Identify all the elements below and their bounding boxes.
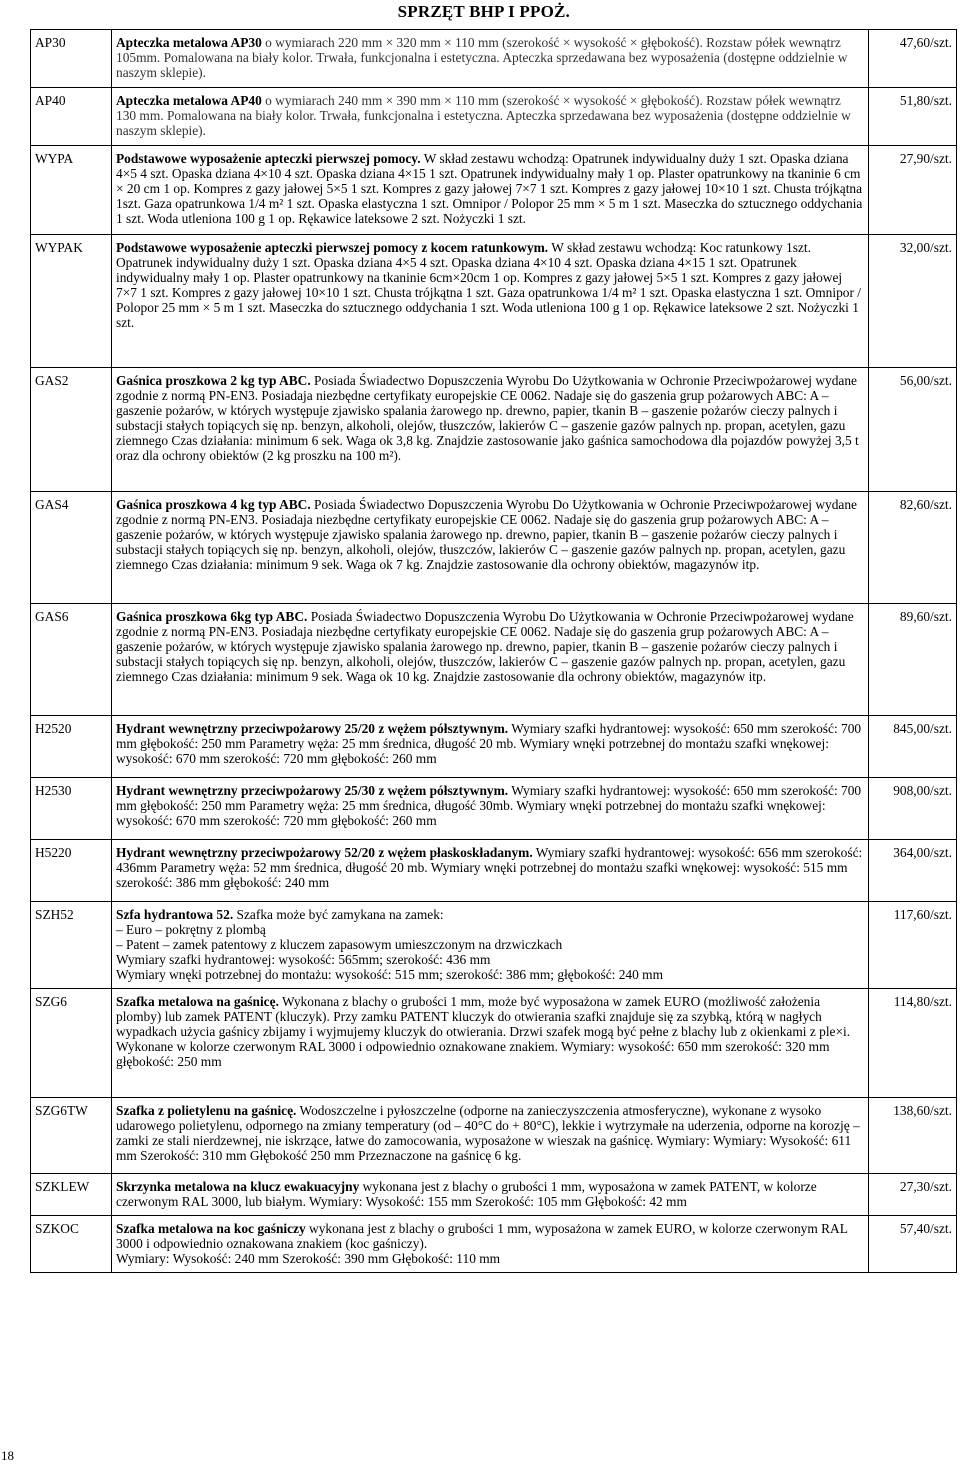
product-row [31,778,957,840]
product-table-body [31,30,957,1273]
page-title: SPRZĘT BHP I PPOŻ. [397,2,570,21]
product-code: SZKOC [31,1216,112,1273]
product-code: H2520 [31,716,112,778]
product-row [31,235,957,368]
product-price: 845,00/szt. [869,716,957,778]
product-price: 56,00/szt. [869,368,957,492]
product-row [31,989,957,1098]
product-code: AP40 [31,88,112,146]
product-name: Hydrant wewnętrzny przeciwpożarowy 52/20 z wężem płaskoskładanym. [116,845,533,860]
product-description: Wykonana z blachy o grubości 1 mm, może być wyposażona w zamek EURO (możliwość założenia plomby) lub zamek PATENT (kluczyk). Przy zamku PATENT kluczyk do otwierania szafki znajduje się za szybką, którą w nagłych wypadkach użycia gaśnicy zbijamy i wyjmujemy kluczyk do otwierania. Drzwi szafek mogą być pełne z blachy lub z okienkami z ple×i. Wykonane w kolorze czerwonym RAL 3000 i odpowiednio oznakowane znakiem. Wymiary: wysokość: 650 mm szerokość: 320 mm głębokość: 250 mm [116,994,851,1069]
product-code: SZG6TW [31,1098,112,1174]
product-code: GAS2 [31,368,112,492]
product-description: Posiada Świadectwo Dopuszczenia Wyrobu Do Użytkowania w Ochronie Przeciwpożarowej wydane zgodnie z normą PN-EN3. Posiadaja niezbędne certyfikaty europejskie CE 0062. Nadaje się do gaszenia grup pożarowych ABC: A – gaszenie pożarów, w których występuje zjawisko spalania żarowego np. drewno, papier, tkanin B – gaszenie pożarów cieczy palnych i substacji stałych topiących się np. benzyn, alkoholi, olejów, tłuszczów, lakierów C – gaszenie gazów palnych np. propan, acetylen, gazu ziemnego Czas działania: minimum 6 sek. Waga ok 3,8 kg. Znajdzie zastosowanie jako gaśnica samochodowa dla pojazdów powyżej 3,5 t oraz dla ochrony obiektów (2 kg proszku na 100 m²). [116,373,859,463]
product-description: o wymiarach 240 mm × 390 mm × 110 mm (szerokość × wysokość × głębokość). Rozstaw półek wewnątrz 130 mm. Pomalowana na biały kolor. Trwała, funkcjonalna i estetyczna. Apteczka sprzedawana bez wyposażenia (dostępne oddzielnie w naszym sklepie). [116,93,851,138]
product-description: W skład zestawu wchodzą: Koc ratunkowy 1szt. Opatrunek indywidualny duży 1 szt. Opaska dziana 4×5 4 szt. Opaska dziana 4×10 4 szt. Opaska dziana 4×15 1 szt. Opatrunek indywidualny mały 1 op. Plaster opatrunkowy na tkaninie 6cm×20cm 1 op. Kompres z gazy jałowej 5×5 1 szt. Kompres z gazy jałowej 7×7 1 szt. Kompres z gazy jałowej 10×10 1 szt. Chusta trójkątna 1 szt. Gaza opatrunkowa 1/4 m² 1 szt. Opaska elastyczna 1 szt. Omnipor / Polopor 25 mm × 5 m 1 szt. Maseczka do sztucznego oddychania 1 szt. Woda utleniona 100 g 1 op. Rękawice lateksowe 2 szt. Nożyczki 1 szt. [116,240,862,330]
product-description: Wymiary szafki hydrantowej: wysokość: 650 mm szerokość: 700 mm głębokość: 250 mm Parametry węża: 25 mm średnica, długość 30mb. Wymiary wnęki potrzebnej do montażu szafki wnękowej: wysokość: 670 mm szerokość: 720 mm głębokość: 260 mm [116,783,862,828]
product-name: Hydrant wewnętrzny przeciwpożarowy 25/30 z wężem półsztywnym. [116,783,509,798]
product-code: GAS4 [31,492,112,604]
product-table [30,29,957,1273]
product-row [31,1216,957,1273]
product-row [31,902,957,989]
product-description-cell [112,88,869,146]
product-row [31,1174,957,1216]
product-price: 89,60/szt. [869,604,957,716]
product-row [31,30,957,88]
product-description-cell [112,1216,869,1273]
product-price: 908,00/szt. [869,778,957,840]
product-description-cell [112,1174,869,1216]
product-name: Gaśnica proszkowa 6kg typ ABC. [116,609,308,624]
product-row [31,368,957,492]
product-name: Podstawowe wyposażenie apteczki pierwszej pomocy. [116,151,421,166]
product-name: Skrzynka metalowa na klucz ewakuacyjny [116,1179,360,1194]
product-price: 57,40/szt. [869,1216,957,1273]
product-description: Wymiary szafki hydrantowej: wysokość: 650 mm szerokość: 700 mm głębokość: 250 mm Parametry węża: 25 mm średnica, długość 20 mb. Wymiary wnęki potrzebnej do montażu szafki wnękowej: wysokość: 670 mm szerokość: 720 mm głębokość: 260 mm [116,721,862,766]
product-code: SZH52 [31,902,112,989]
product-description: Posiada Świadectwo Dopuszczenia Wyrobu Do Użytkowania w Ochronie Przeciwpożarowej wydane zgodnie z normą PN-EN3. Posiadaja niezbędne certyfikaty europejskie CE 0062. Nadaje się do gaszenia grup pożarowych ABC: A – gaszenie pożarów, w których występuje zjawisko spalania żarowego np. drewno, papier, tkanin B – gaszenie pożarów cieczy palnych i substacji stałych topiących się np. benzyn, alkoholi, olejów, tłuszczów, lakierów C – gaszenie gazów palnych np. propan, acetylen, gazu ziemnego Czas działania: minimum 9 sek. Waga ok 7 kg. Znajdzie zastosowanie dla ochrony obiektów, magazynów itp. [116,497,858,572]
product-name: Szfa hydrantowa 52. [116,907,234,922]
product-description-cell [112,1098,869,1174]
product-row [31,146,957,235]
product-name: Hydrant wewnętrzny przeciwpożarowy 25/20 z wężem półsztywnym. [116,721,509,736]
product-price: 117,60/szt. [869,902,957,989]
product-description-cell [112,604,869,716]
product-name: Szafka z polietylenu na gaśnicę. [116,1103,297,1118]
product-code: WYPAK [31,235,112,368]
product-description: wykonana jest z blachy o grubości 1 mm, wyposażona w zamek PATENT, w kolorze czerwonym RAL 3000, lub białym. Wymiary: Wysokość: 155 mm Szerokość: 105 mm Głębokość: 42 mm [116,1179,817,1209]
product-price: 364,00/szt. [869,840,957,902]
product-description: o wymiarach 220 mm × 320 mm × 110 mm (szerokość × wysokość × głębokość). Rozstaw półek wewnątrz 105mm. Pomalowana na biały kolor. Trwała, funkcjonalna i estetyczna. Apteczka sprzedawana bez wyposażenia (dostępne oddzielnie w naszym sklepie). [116,35,848,80]
product-row [31,604,957,716]
product-description-cell [112,840,869,902]
product-code: WYPA [31,146,112,235]
product-description: Posiada Świadectwo Dopuszczenia Wyrobu Do Użytkowania w Ochronie Przeciwpożarowej wydane zgodnie z normą PN-EN3. Posiadaja niezbędne certyfikaty europejskie CE 0062. Nadaje się do gaszenia grup pożarowych ABC: A – gaszenie pożarów, w których występuje zjawisko spalania żarowego np. drewno, papier, tkanin B – gaszenie pożarów cieczy palnych i substacji stałych topiących się np. benzyn, alkoholi, olejów, tłuszczów, lakierów C – gaszenie gazów palnych np. propan, acetylen, gazu ziemnego Czas działania: minimum 9 sek. Waga ok 10 kg. Znajdzie zastosowanie dla ochrony obiektów, magazynów itp. [116,609,854,684]
product-description: Wymiary szafki hydrantowej: wysokość: 656 mm szerokość: 436mm Parametry węża: 52 mm średnica, długość 20 mb. Wymiary wnęki potrzebnej do montażu szafki wnękowej: wysokość: 515 mm szerokość: 386 mm głębokość: 240 mm [116,845,863,890]
product-name: Szafka metalowa na gaśnicę. [116,994,279,1009]
product-price: 82,60/szt. [869,492,957,604]
product-description: Szafka może być zamykana na zamek: – Euro – pokrętny z plombą – Patent – zamek patentowy z kluczem zapasowym umieszczonym na drzwiczkach Wymiary szafki hydrantowej: wysokość: 565mm; szerokość: 436 mm Wymiary wnęki potrzebnej do montażu: wysokość: 515 mm; szerokość: 386 mm; głębokość: 240 mm [116,907,664,982]
product-price: 138,60/szt. [869,1098,957,1174]
product-row [31,88,957,146]
product-row [31,716,957,778]
product-price: 47,60/szt. [869,30,957,88]
product-code: SZG6 [31,989,112,1098]
product-description-cell [112,778,869,840]
product-description-cell [112,492,869,604]
product-price: 32,00/szt. [869,235,957,368]
product-description-cell [112,902,869,989]
product-name: Apteczka metalowa AP40 [116,93,262,108]
product-code: SZKLEW [31,1174,112,1216]
product-description-cell [112,368,869,492]
product-name: Gaśnica proszkowa 4 kg typ ABC. [116,497,311,512]
product-price: 27,90/szt. [869,146,957,235]
product-row [31,1098,957,1174]
product-code: H2530 [31,778,112,840]
product-code: AP30 [31,30,112,88]
product-price: 27,30/szt. [869,1174,957,1216]
product-price: 51,80/szt. [869,88,957,146]
product-description-cell [112,30,869,88]
product-description: W skład zestawu wchodzą: Opatrunek indywidualny duży 1 szt. Opaska dziana 4×5 4 szt. Opaska dziana 4×10 4 szt. Opaska dziana 4×15 1 szt. Opatrunek indywidualny mały 1 op. Plaster opatrunkowy na tkaninie 6 cm × 20 cm 1 op. Kompres z gazy jałowej 5×5 1 szt. Kompres z gazy jałowej 7×7 1 szt. Kompres z gazy jałowej 10×10 1 szt. Chusta trójkątna 1szt. Gaza opatrunkowa 1/4 m² 1 szt. Opaska elastyczna 1 szt. Omnipor / Polopor 25 mm × 5 m 1 szt. Maseczka do sztucznego oddychania 1 szt. Woda utleniona 100 g 1 op. Rękawice lateksowe 2 szt. Nożyczki 1 szt. [116,151,863,226]
product-description-cell [112,989,869,1098]
product-row [31,840,957,902]
product-name: Podstawowe wyposażenie apteczki pierwszej pomocy z kocem ratunkowym. [116,240,549,255]
product-description-cell [112,146,869,235]
product-name: Szafka metalowa na koc gaśniczy [116,1221,306,1236]
product-row [31,492,957,604]
page-header [0,2,960,22]
product-price: 114,80/szt. [869,989,957,1098]
product-code: H5220 [31,840,112,902]
product-description: Wodoszczelne i pyłoszczelne (odporne na zanieczyszczenia atmosferyczne), wykonane z wysoko udarowego polietylenu, odpornego na zmiany temperatury (od – 40°C do + 80°C), lekkie i wytrzymałe na uderzenia, odporne na korozję – zamki ze stali nierdzewnej, nie iskrzące, łatwe do zamocowania, wyposażone w wieszak na gaśnicę. Wymiary: Wymiary: Wysokość: 611 mm Szerokość: 310 mm Głębokość 250 mm Przeznaczone na gaśnicę 6 kg. [116,1103,860,1163]
product-description: wykonana jest z blachy o grubości 1 mm, wyposażona w zamek EURO, w kolorze czerwonym RAL 3000 i odpowiednio oznakowana znakiem (koc gaśniczy). Wymiary: Wysokość: 240 mm Szerokość: 390 mm Głębokość: 110 mm [116,1221,848,1266]
page-number: 18 [1,1448,14,1463]
product-name: Gaśnica proszkowa 2 kg typ ABC. [116,373,311,388]
product-description-cell [112,716,869,778]
product-name: Apteczka metalowa AP30 [116,35,262,50]
product-code: GAS6 [31,604,112,716]
product-description-cell [112,235,869,368]
